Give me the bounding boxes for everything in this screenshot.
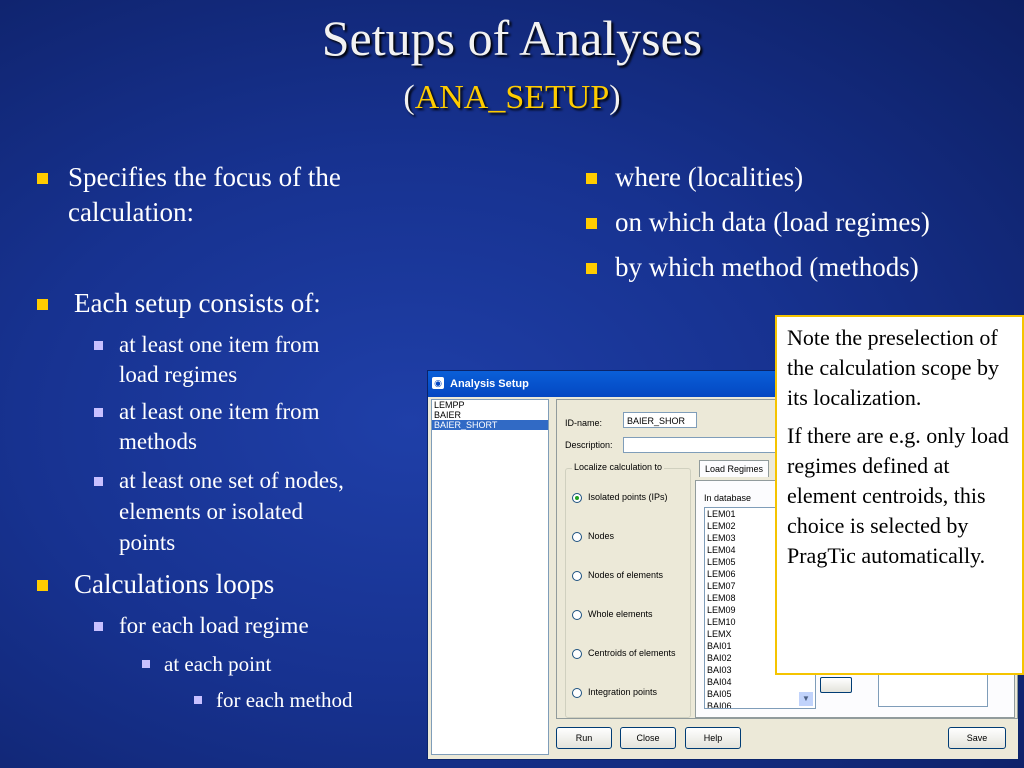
bullet-text: calculation: (68, 197, 194, 227)
note-paragraph-1: Note the preselection of the calculation scope by its localization. (787, 325, 999, 410)
note-callout (775, 315, 1024, 675)
bullet-text: elements or isolated (119, 499, 303, 524)
bullet-text: Calculations loops (74, 569, 275, 599)
list-item[interactable]: BAIER (434, 410, 462, 420)
bullet-square-icon (94, 341, 103, 350)
bullet-text: at least one item from (119, 399, 320, 424)
run-button[interactable]: Run (556, 727, 612, 749)
bullet-text: methods (119, 429, 197, 454)
localize-group (565, 462, 691, 718)
radio-icon (572, 688, 582, 698)
radio-whole-elements[interactable] (572, 608, 653, 620)
radio-icon (572, 571, 582, 581)
bullet-text: where (localities) (615, 162, 804, 192)
sub-bullet-each-method (216, 686, 352, 714)
list-item[interactable]: LEMPP (434, 400, 465, 410)
radio-icon (572, 649, 582, 659)
bullet-square-icon (586, 218, 597, 229)
setup-list[interactable] (431, 399, 549, 755)
bullet-which-data (615, 205, 930, 240)
bullet-text: at each point (164, 652, 272, 676)
radio-selected-icon (572, 493, 582, 503)
sub-bullet-methods (119, 397, 320, 427)
radio-isolated-points[interactable] (572, 491, 668, 503)
list-item[interactable]: BAI01 (707, 641, 732, 651)
subtitle-code: ANA_SETUP (414, 79, 610, 116)
list-item[interactable]: BAI03 (707, 665, 732, 675)
id-name-input[interactable]: BAIER_SHOR (623, 412, 697, 428)
bullet-text: for each load regime (119, 613, 309, 638)
radio-centroids[interactable] (572, 647, 676, 659)
radio-label: Whole elements (588, 609, 653, 619)
list-item[interactable]: LEM05 (707, 557, 736, 567)
bullet-calc-loops (74, 567, 274, 602)
list-item[interactable]: LEM09 (707, 605, 736, 615)
radio-label: Integration points (588, 687, 658, 697)
bullet-text: points (119, 530, 176, 555)
radio-icon (572, 610, 582, 620)
save-button[interactable]: Save (948, 727, 1006, 749)
radio-icon (572, 532, 582, 542)
close-button[interactable]: Close (620, 727, 676, 749)
list-item[interactable]: BAI05 (707, 689, 732, 699)
localize-group-label: Localize calculation to (574, 462, 663, 472)
app-icon: ◉ (432, 377, 444, 389)
slide-title: Setups of Analyses (321, 10, 703, 66)
radio-nodes[interactable] (572, 530, 614, 542)
list-item[interactable]: LEM02 (707, 521, 736, 531)
sub-bullet-load-regimes (119, 330, 320, 360)
list-item[interactable]: LEM07 (707, 581, 736, 591)
bullet-text: by which method (methods) (615, 252, 919, 282)
sub-bullet-load-regimes-cont (119, 360, 237, 390)
list-item-selected[interactable]: BAIER_SHORT (432, 420, 548, 430)
sub-bullet-each-load (119, 611, 309, 641)
bullet-text: at least one set of nodes, (119, 468, 344, 493)
bullet-text: Each setup consists of: (74, 288, 321, 318)
id-name-label: ID-name: (565, 418, 603, 428)
list-item[interactable]: LEM01 (707, 509, 736, 519)
list-item[interactable]: BAI04 (707, 677, 732, 687)
scroll-down-icon[interactable]: ▼ (798, 691, 814, 707)
bullet-square-icon (94, 622, 103, 631)
radio-label: Nodes of elements (588, 570, 664, 580)
bullet-square-icon (37, 580, 48, 591)
bullet-square-icon (194, 696, 202, 704)
bullet-square-icon (37, 173, 48, 184)
list-item[interactable]: LEMX (707, 629, 732, 639)
bullet-square-icon (586, 173, 597, 184)
sub-bullet-nodes (119, 466, 344, 496)
radio-nodes-of-elements[interactable] (572, 569, 663, 581)
list-item[interactable]: BAI02 (707, 653, 732, 663)
in-database-label: In database (704, 493, 752, 503)
bullet-square-icon (586, 263, 597, 274)
bullet-focus-cont (68, 195, 194, 230)
bullet-square-icon (94, 408, 103, 417)
bullet-setup-consists (74, 286, 321, 321)
radio-integration-points[interactable] (572, 686, 657, 698)
bullet-which-method (615, 250, 919, 285)
list-item[interactable]: LEM03 (707, 533, 736, 543)
bullet-text: at least one item from (119, 332, 320, 357)
bullet-square-icon (94, 477, 103, 486)
move-button[interactable] (820, 677, 852, 693)
sub-bullet-methods-cont (119, 427, 197, 457)
subtitle-close-paren: ) (609, 79, 621, 116)
list-item[interactable]: LEM04 (707, 545, 736, 555)
slide-subtitle (0, 78, 1024, 118)
bullet-text: load regimes (119, 362, 238, 387)
sub-bullet-each-point (164, 650, 271, 678)
dialog-title: Analysis Setup (450, 378, 529, 390)
subtitle-open-paren: ( (403, 79, 415, 116)
help-button[interactable]: Help (685, 727, 741, 749)
bullet-square-icon (142, 660, 150, 668)
bullet-text: for each method (216, 688, 353, 712)
note-paragraph-2: If there are e.g. only load regimes defined at element centroids, this choice is selected by PragTic automatically. (787, 423, 1009, 568)
bullet-text: on which data (load regimes) (615, 207, 930, 237)
sub-bullet-nodes-cont2 (119, 528, 175, 558)
list-item[interactable]: LEM08 (707, 593, 736, 603)
tab-load-regimes[interactable]: Load Regimes (699, 460, 769, 477)
sub-bullet-nodes-cont1 (119, 497, 303, 527)
list-item[interactable]: BAI06 (707, 701, 732, 709)
radio-label: Nodes (588, 531, 615, 541)
list-item[interactable]: LEM10 (707, 617, 736, 627)
bullet-where (615, 160, 803, 195)
bullet-square-icon (37, 299, 48, 310)
bullet-focus (68, 160, 341, 195)
bullet-text: Specifies the focus of the (68, 162, 341, 192)
radio-label: Isolated points (IPs) (588, 492, 668, 502)
list-item[interactable]: LEM06 (707, 569, 736, 579)
radio-label: Centroids of elements (588, 648, 676, 658)
description-label: Description: (565, 440, 613, 450)
